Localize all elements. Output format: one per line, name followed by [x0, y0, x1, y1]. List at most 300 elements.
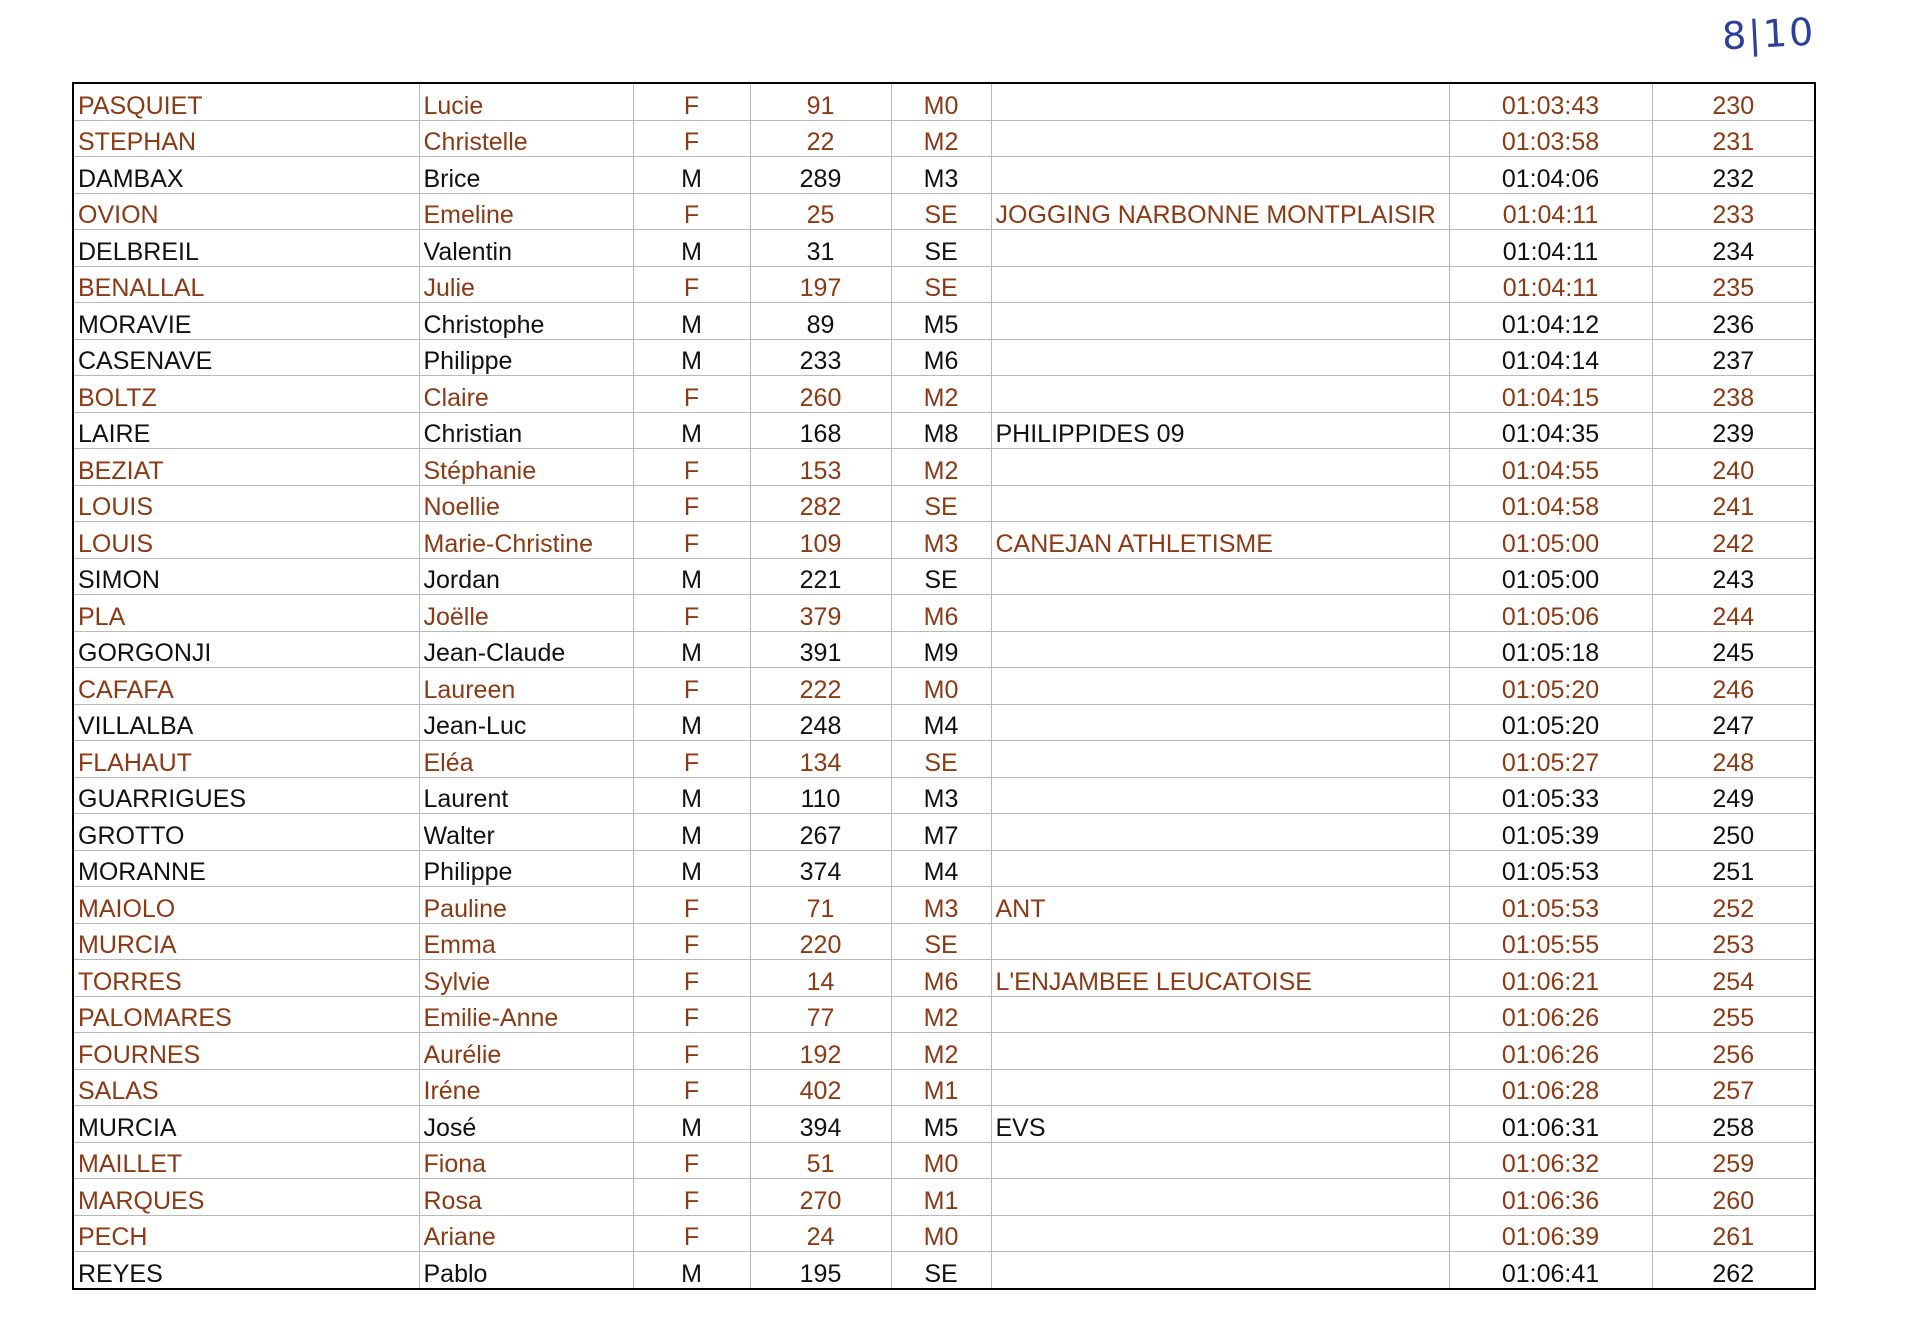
first-name-cell: Laureen: [419, 668, 633, 705]
sex-cell: F: [633, 449, 750, 486]
table-row: [73, 1106, 1815, 1143]
bib-cell: 110: [750, 777, 891, 814]
rank-cell: 233: [1652, 193, 1815, 230]
bib-cell: 168: [750, 412, 891, 449]
table-row: [73, 120, 1815, 157]
time-cell: 01:04:14: [1449, 339, 1652, 376]
time-cell: 01:06:26: [1449, 996, 1652, 1033]
sex-cell: F: [633, 996, 750, 1033]
rank-cell: 249: [1652, 777, 1815, 814]
last-name-cell: CASENAVE: [73, 339, 419, 376]
category-cell: M1: [891, 1179, 991, 1216]
first-name-cell: Emilie-Anne: [419, 996, 633, 1033]
rank-cell: 242: [1652, 522, 1815, 559]
bib-cell: 221: [750, 558, 891, 595]
time-cell: 01:06:28: [1449, 1069, 1652, 1106]
category-cell: SE: [891, 485, 991, 522]
last-name-cell: VILLALBA: [73, 704, 419, 741]
sex-cell: F: [633, 1069, 750, 1106]
last-name-cell: LAIRE: [73, 412, 419, 449]
rank-cell: 247: [1652, 704, 1815, 741]
table-row: [73, 485, 1815, 522]
sex-cell: F: [633, 1215, 750, 1252]
category-cell: SE: [891, 1252, 991, 1289]
rank-cell: 261: [1652, 1215, 1815, 1252]
first-name-cell: Jordan: [419, 558, 633, 595]
last-name-cell: PLA: [73, 595, 419, 632]
rank-cell: 243: [1652, 558, 1815, 595]
club-cell: [991, 120, 1449, 157]
category-cell: M8: [891, 412, 991, 449]
bib-cell: 374: [750, 850, 891, 887]
results-body: [73, 83, 1815, 1289]
rank-cell: 251: [1652, 850, 1815, 887]
club-cell: [991, 595, 1449, 632]
club-cell: [991, 1179, 1449, 1216]
last-name-cell: MORANNE: [73, 850, 419, 887]
bib-cell: 134: [750, 741, 891, 778]
bib-cell: 89: [750, 303, 891, 340]
table-row: [73, 193, 1815, 230]
category-cell: M2: [891, 449, 991, 486]
sex-cell: F: [633, 120, 750, 157]
category-cell: SE: [891, 923, 991, 960]
time-cell: 01:04:11: [1449, 193, 1652, 230]
first-name-cell: Christelle: [419, 120, 633, 157]
rank-cell: 248: [1652, 741, 1815, 778]
category-cell: M2: [891, 996, 991, 1033]
club-cell: ANT: [991, 887, 1449, 924]
sex-cell: F: [633, 1033, 750, 1070]
last-name-cell: DAMBAX: [73, 157, 419, 194]
club-cell: [991, 996, 1449, 1033]
last-name-cell: FLAHAUT: [73, 741, 419, 778]
last-name-cell: PASQUIET: [73, 83, 419, 120]
table-row: [73, 449, 1815, 486]
first-name-cell: Joëlle: [419, 595, 633, 632]
table-row: [73, 157, 1815, 194]
time-cell: 01:05:39: [1449, 814, 1652, 851]
sex-cell: F: [633, 522, 750, 559]
table-row: [73, 1215, 1815, 1252]
last-name-cell: BEZIAT: [73, 449, 419, 486]
bib-cell: 260: [750, 376, 891, 413]
last-name-cell: TORRES: [73, 960, 419, 997]
bib-cell: 91: [750, 83, 891, 120]
category-cell: M2: [891, 120, 991, 157]
bib-cell: 25: [750, 193, 891, 230]
last-name-cell: BENALLAL: [73, 266, 419, 303]
rank-cell: 235: [1652, 266, 1815, 303]
club-cell: [991, 157, 1449, 194]
category-cell: M3: [891, 522, 991, 559]
club-cell: [991, 303, 1449, 340]
bib-cell: 220: [750, 923, 891, 960]
rank-cell: 250: [1652, 814, 1815, 851]
time-cell: 01:05:33: [1449, 777, 1652, 814]
rank-cell: 246: [1652, 668, 1815, 705]
sex-cell: M: [633, 1252, 750, 1289]
time-cell: 01:04:11: [1449, 230, 1652, 267]
table-row: [73, 923, 1815, 960]
club-cell: [991, 266, 1449, 303]
category-cell: SE: [891, 266, 991, 303]
club-cell: [991, 485, 1449, 522]
sex-cell: F: [633, 1142, 750, 1179]
table-row: [73, 777, 1815, 814]
category-cell: M7: [891, 814, 991, 851]
table-row: [73, 1179, 1815, 1216]
table-row: [73, 303, 1815, 340]
first-name-cell: Philippe: [419, 850, 633, 887]
last-name-cell: LOUIS: [73, 485, 419, 522]
club-cell: [991, 449, 1449, 486]
rank-cell: 241: [1652, 485, 1815, 522]
rank-cell: 258: [1652, 1106, 1815, 1143]
last-name-cell: PECH: [73, 1215, 419, 1252]
bib-cell: 153: [750, 449, 891, 486]
club-cell: [991, 339, 1449, 376]
bib-cell: 289: [750, 157, 891, 194]
first-name-cell: Aurélie: [419, 1033, 633, 1070]
sex-cell: M: [633, 303, 750, 340]
first-name-cell: Valentin: [419, 230, 633, 267]
table-row: [73, 996, 1815, 1033]
last-name-cell: OVION: [73, 193, 419, 230]
time-cell: 01:06:41: [1449, 1252, 1652, 1289]
last-name-cell: PALOMARES: [73, 996, 419, 1033]
last-name-cell: MARQUES: [73, 1179, 419, 1216]
time-cell: 01:06:21: [1449, 960, 1652, 997]
category-cell: SE: [891, 193, 991, 230]
bib-cell: 233: [750, 339, 891, 376]
bib-cell: 248: [750, 704, 891, 741]
sex-cell: M: [633, 558, 750, 595]
sex-cell: M: [633, 157, 750, 194]
time-cell: 01:05:27: [1449, 741, 1652, 778]
time-cell: 01:06:31: [1449, 1106, 1652, 1143]
bib-cell: 24: [750, 1215, 891, 1252]
sex-cell: F: [633, 376, 750, 413]
time-cell: 01:05:06: [1449, 595, 1652, 632]
category-cell: M5: [891, 303, 991, 340]
sex-cell: F: [633, 668, 750, 705]
club-cell: [991, 1033, 1449, 1070]
time-cell: 01:06:26: [1449, 1033, 1652, 1070]
last-name-cell: LOUIS: [73, 522, 419, 559]
last-name-cell: MAIOLO: [73, 887, 419, 924]
category-cell: M6: [891, 595, 991, 632]
first-name-cell: Julie: [419, 266, 633, 303]
time-cell: 01:05:00: [1449, 558, 1652, 595]
rank-cell: 238: [1652, 376, 1815, 413]
rank-cell: 237: [1652, 339, 1815, 376]
club-cell: L'ENJAMBEE LEUCATOISE: [991, 960, 1449, 997]
last-name-cell: SALAS: [73, 1069, 419, 1106]
time-cell: 01:04:11: [1449, 266, 1652, 303]
category-cell: SE: [891, 741, 991, 778]
table-row: [73, 1142, 1815, 1179]
club-cell: [991, 923, 1449, 960]
last-name-cell: GUARRIGUES: [73, 777, 419, 814]
sex-cell: M: [633, 704, 750, 741]
first-name-cell: Emma: [419, 923, 633, 960]
sex-cell: M: [633, 339, 750, 376]
first-name-cell: Pauline: [419, 887, 633, 924]
first-name-cell: Stéphanie: [419, 449, 633, 486]
club-cell: [991, 668, 1449, 705]
time-cell: 01:05:20: [1449, 704, 1652, 741]
time-cell: 01:05:55: [1449, 923, 1652, 960]
time-cell: 01:04:15: [1449, 376, 1652, 413]
last-name-cell: GROTTO: [73, 814, 419, 851]
category-cell: SE: [891, 230, 991, 267]
table-row: [73, 1069, 1815, 1106]
first-name-cell: Philippe: [419, 339, 633, 376]
club-cell: [991, 83, 1449, 120]
category-cell: M9: [891, 631, 991, 668]
time-cell: 01:04:12: [1449, 303, 1652, 340]
category-cell: M6: [891, 960, 991, 997]
table-row: [73, 704, 1815, 741]
table-row: [73, 339, 1815, 376]
sex-cell: F: [633, 741, 750, 778]
sex-cell: F: [633, 266, 750, 303]
table-row: [73, 814, 1815, 851]
bib-cell: 379: [750, 595, 891, 632]
table-row: [73, 376, 1815, 413]
bib-cell: 22: [750, 120, 891, 157]
rank-cell: 253: [1652, 923, 1815, 960]
club-cell: [991, 850, 1449, 887]
bib-cell: 402: [750, 1069, 891, 1106]
first-name-cell: Iréne: [419, 1069, 633, 1106]
rank-cell: 240: [1652, 449, 1815, 486]
category-cell: M3: [891, 887, 991, 924]
category-cell: M3: [891, 157, 991, 194]
first-name-cell: José: [419, 1106, 633, 1143]
last-name-cell: MORAVIE: [73, 303, 419, 340]
first-name-cell: Rosa: [419, 1179, 633, 1216]
first-name-cell: Ariane: [419, 1215, 633, 1252]
sex-cell: F: [633, 485, 750, 522]
sex-cell: F: [633, 83, 750, 120]
first-name-cell: Fiona: [419, 1142, 633, 1179]
table-row: [73, 230, 1815, 267]
time-cell: 01:03:43: [1449, 83, 1652, 120]
rank-cell: 255: [1652, 996, 1815, 1033]
first-name-cell: Sylvie: [419, 960, 633, 997]
table-row: [73, 1033, 1815, 1070]
bib-cell: 109: [750, 522, 891, 559]
category-cell: M0: [891, 1215, 991, 1252]
page-number: 8|10: [1720, 9, 1817, 59]
club-cell: [991, 558, 1449, 595]
time-cell: 01:04:55: [1449, 449, 1652, 486]
club-cell: [991, 1252, 1449, 1289]
rank-cell: 232: [1652, 157, 1815, 194]
first-name-cell: Jean-Claude: [419, 631, 633, 668]
bib-cell: 270: [750, 1179, 891, 1216]
table-row: [73, 595, 1815, 632]
table-row: [73, 558, 1815, 595]
time-cell: 01:05:20: [1449, 668, 1652, 705]
first-name-cell: Eléa: [419, 741, 633, 778]
rank-cell: 244: [1652, 595, 1815, 632]
first-name-cell: Noellie: [419, 485, 633, 522]
sex-cell: M: [633, 412, 750, 449]
time-cell: 01:05:18: [1449, 631, 1652, 668]
table-row: [73, 960, 1815, 997]
table-row: [73, 412, 1815, 449]
results-table: [72, 82, 1816, 1290]
sex-cell: F: [633, 1179, 750, 1216]
sex-cell: M: [633, 850, 750, 887]
rank-cell: 257: [1652, 1069, 1815, 1106]
table-row: [73, 266, 1815, 303]
club-cell: EVS: [991, 1106, 1449, 1143]
time-cell: 01:04:35: [1449, 412, 1652, 449]
first-name-cell: Lucie: [419, 83, 633, 120]
time-cell: 01:06:39: [1449, 1215, 1652, 1252]
bib-cell: 77: [750, 996, 891, 1033]
last-name-cell: REYES: [73, 1252, 419, 1289]
first-name-cell: Pablo: [419, 1252, 633, 1289]
last-name-cell: BOLTZ: [73, 376, 419, 413]
club-cell: [991, 814, 1449, 851]
bib-cell: 195: [750, 1252, 891, 1289]
club-cell: PHILIPPIDES 09: [991, 412, 1449, 449]
club-cell: [991, 1069, 1449, 1106]
rank-cell: 236: [1652, 303, 1815, 340]
category-cell: M2: [891, 376, 991, 413]
sex-cell: F: [633, 960, 750, 997]
table-row: [73, 1252, 1815, 1289]
time-cell: 01:05:53: [1449, 887, 1652, 924]
category-cell: M0: [891, 1142, 991, 1179]
rank-cell: 230: [1652, 83, 1815, 120]
bib-cell: 14: [750, 960, 891, 997]
sex-cell: M: [633, 631, 750, 668]
last-name-cell: DELBREIL: [73, 230, 419, 267]
category-cell: SE: [891, 558, 991, 595]
rank-cell: 252: [1652, 887, 1815, 924]
category-cell: M4: [891, 850, 991, 887]
bib-cell: 267: [750, 814, 891, 851]
bib-cell: 31: [750, 230, 891, 267]
first-name-cell: Christian: [419, 412, 633, 449]
category-cell: M6: [891, 339, 991, 376]
first-name-cell: Jean-Luc: [419, 704, 633, 741]
category-cell: M4: [891, 704, 991, 741]
sex-cell: F: [633, 887, 750, 924]
club-cell: [991, 230, 1449, 267]
table-row: [73, 850, 1815, 887]
club-cell: JOGGING NARBONNE MONTPLAISIR: [991, 193, 1449, 230]
last-name-cell: MAILLET: [73, 1142, 419, 1179]
club-cell: [991, 1215, 1449, 1252]
club-cell: [991, 777, 1449, 814]
rank-cell: 245: [1652, 631, 1815, 668]
rank-cell: 260: [1652, 1179, 1815, 1216]
bib-cell: 192: [750, 1033, 891, 1070]
bib-cell: 197: [750, 266, 891, 303]
category-cell: M0: [891, 668, 991, 705]
category-cell: M2: [891, 1033, 991, 1070]
last-name-cell: GORGONJI: [73, 631, 419, 668]
first-name-cell: Christophe: [419, 303, 633, 340]
time-cell: 01:04:58: [1449, 485, 1652, 522]
table-row: [73, 631, 1815, 668]
last-name-cell: MURCIA: [73, 1106, 419, 1143]
club-cell: [991, 1142, 1449, 1179]
last-name-cell: STEPHAN: [73, 120, 419, 157]
club-cell: [991, 631, 1449, 668]
bib-cell: 71: [750, 887, 891, 924]
last-name-cell: FOURNES: [73, 1033, 419, 1070]
bib-cell: 391: [750, 631, 891, 668]
rank-cell: 239: [1652, 412, 1815, 449]
club-cell: CANEJAN ATHLETISME: [991, 522, 1449, 559]
category-cell: M3: [891, 777, 991, 814]
sex-cell: M: [633, 230, 750, 267]
club-cell: [991, 704, 1449, 741]
table-row: [73, 522, 1815, 559]
table-row: [73, 887, 1815, 924]
sex-cell: F: [633, 595, 750, 632]
time-cell: 01:03:58: [1449, 120, 1652, 157]
sex-cell: F: [633, 193, 750, 230]
category-cell: M1: [891, 1069, 991, 1106]
first-name-cell: Brice: [419, 157, 633, 194]
first-name-cell: Emeline: [419, 193, 633, 230]
last-name-cell: MURCIA: [73, 923, 419, 960]
rank-cell: 256: [1652, 1033, 1815, 1070]
rank-cell: 254: [1652, 960, 1815, 997]
club-cell: [991, 741, 1449, 778]
sex-cell: M: [633, 777, 750, 814]
time-cell: 01:05:53: [1449, 850, 1652, 887]
rank-cell: 259: [1652, 1142, 1815, 1179]
table-row: [73, 668, 1815, 705]
time-cell: 01:05:00: [1449, 522, 1652, 559]
bib-cell: 222: [750, 668, 891, 705]
rank-cell: 262: [1652, 1252, 1815, 1289]
sex-cell: M: [633, 814, 750, 851]
category-cell: M5: [891, 1106, 991, 1143]
sex-cell: F: [633, 923, 750, 960]
first-name-cell: Marie-Christine: [419, 522, 633, 559]
bib-cell: 282: [750, 485, 891, 522]
last-name-cell: CAFAFA: [73, 668, 419, 705]
bib-cell: 51: [750, 1142, 891, 1179]
table-row: [73, 83, 1815, 120]
bib-cell: 394: [750, 1106, 891, 1143]
rank-cell: 231: [1652, 120, 1815, 157]
time-cell: 01:06:32: [1449, 1142, 1652, 1179]
rank-cell: 234: [1652, 230, 1815, 267]
last-name-cell: SIMON: [73, 558, 419, 595]
club-cell: [991, 376, 1449, 413]
sex-cell: M: [633, 1106, 750, 1143]
time-cell: 01:06:36: [1449, 1179, 1652, 1216]
first-name-cell: Laurent: [419, 777, 633, 814]
time-cell: 01:04:06: [1449, 157, 1652, 194]
first-name-cell: Claire: [419, 376, 633, 413]
table-row: [73, 741, 1815, 778]
first-name-cell: Walter: [419, 814, 633, 851]
category-cell: M0: [891, 83, 991, 120]
